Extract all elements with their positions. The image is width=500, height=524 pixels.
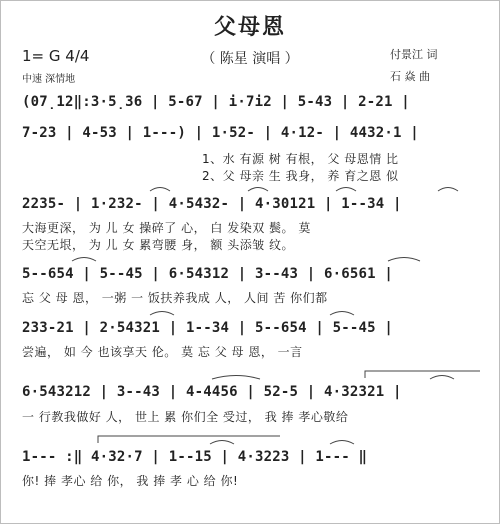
lyric-verse1-row-1: 1、水 有源 树 有根， 父 母恩情 比 <box>202 152 399 166</box>
song-title: 父母恩 <box>213 15 286 40</box>
key-signature: 1= G 4/4 <box>22 47 90 65</box>
lyric-verse2-row-2: 天空无垠， 为 儿 女 累弯腰 身， 额 头添皱 纹。 <box>22 238 295 252</box>
notation-row-3: 2235- | 1·232- | 4·5432- | 4·30121 | 1--34 | <box>22 196 402 212</box>
notation-row-7: 1--- :‖ 4·32·7 | 1--15 | 4·3223 | 1--- ‖ <box>22 449 368 465</box>
tempo-marking: 中速 深情地 <box>22 74 76 85</box>
lyric-row-7: 你! 捧 孝心 给 你， 我 捧 孝 心 给 你! <box>22 474 239 488</box>
lyric-row-6: 一 行教我做好 人， 世上 累 你们全 受过， 我 捧 孝心敬给 <box>22 410 349 424</box>
lyricist-credit: 付景江 词 <box>390 48 438 61</box>
performer-subtitle: （ 陈星 演唱 ） <box>201 51 299 67</box>
notation-row-4: 5--654 | 5--45 | 6·54312 | 3--43 | 6·6561 | <box>22 266 394 282</box>
lyric-row-4: 忘 父 母 恩， 一粥 一 饭扶养我成 人， 人间 苦 你们都 <box>22 291 328 305</box>
notation-row-6: 6·543212 | 3--43 | 4-4456 | 52-5 | 4·32321 | <box>22 384 402 400</box>
notation-row-5: 233-21 | 2·54321 | 1--34 | 5--654 | 5--45 | <box>22 320 394 336</box>
composer-credit: 石 焱 曲 <box>390 70 430 83</box>
notation-row-2: 7-23 | 4-53 | 1---) | 1·52- | 4·12- | 4432·1 | <box>22 125 419 141</box>
lyric-verse1-row-2: 大海更深， 为 儿 女 操碎了 心， 白 发染双 鬓。 莫 <box>22 221 311 235</box>
lyric-verse2-row-1: 2、父 母亲 生 我身， 养 育之恩 似 <box>202 169 399 183</box>
lyric-row-5: 尝遍， 如 今 也该享天 伦。 莫 忘 父 母 恩， 一言 <box>22 345 303 359</box>
notation-row-1: (07̣12‖:3·5̣36 | 5-67 | i·7i2 | 5-43 | 2-21 | <box>22 94 410 110</box>
